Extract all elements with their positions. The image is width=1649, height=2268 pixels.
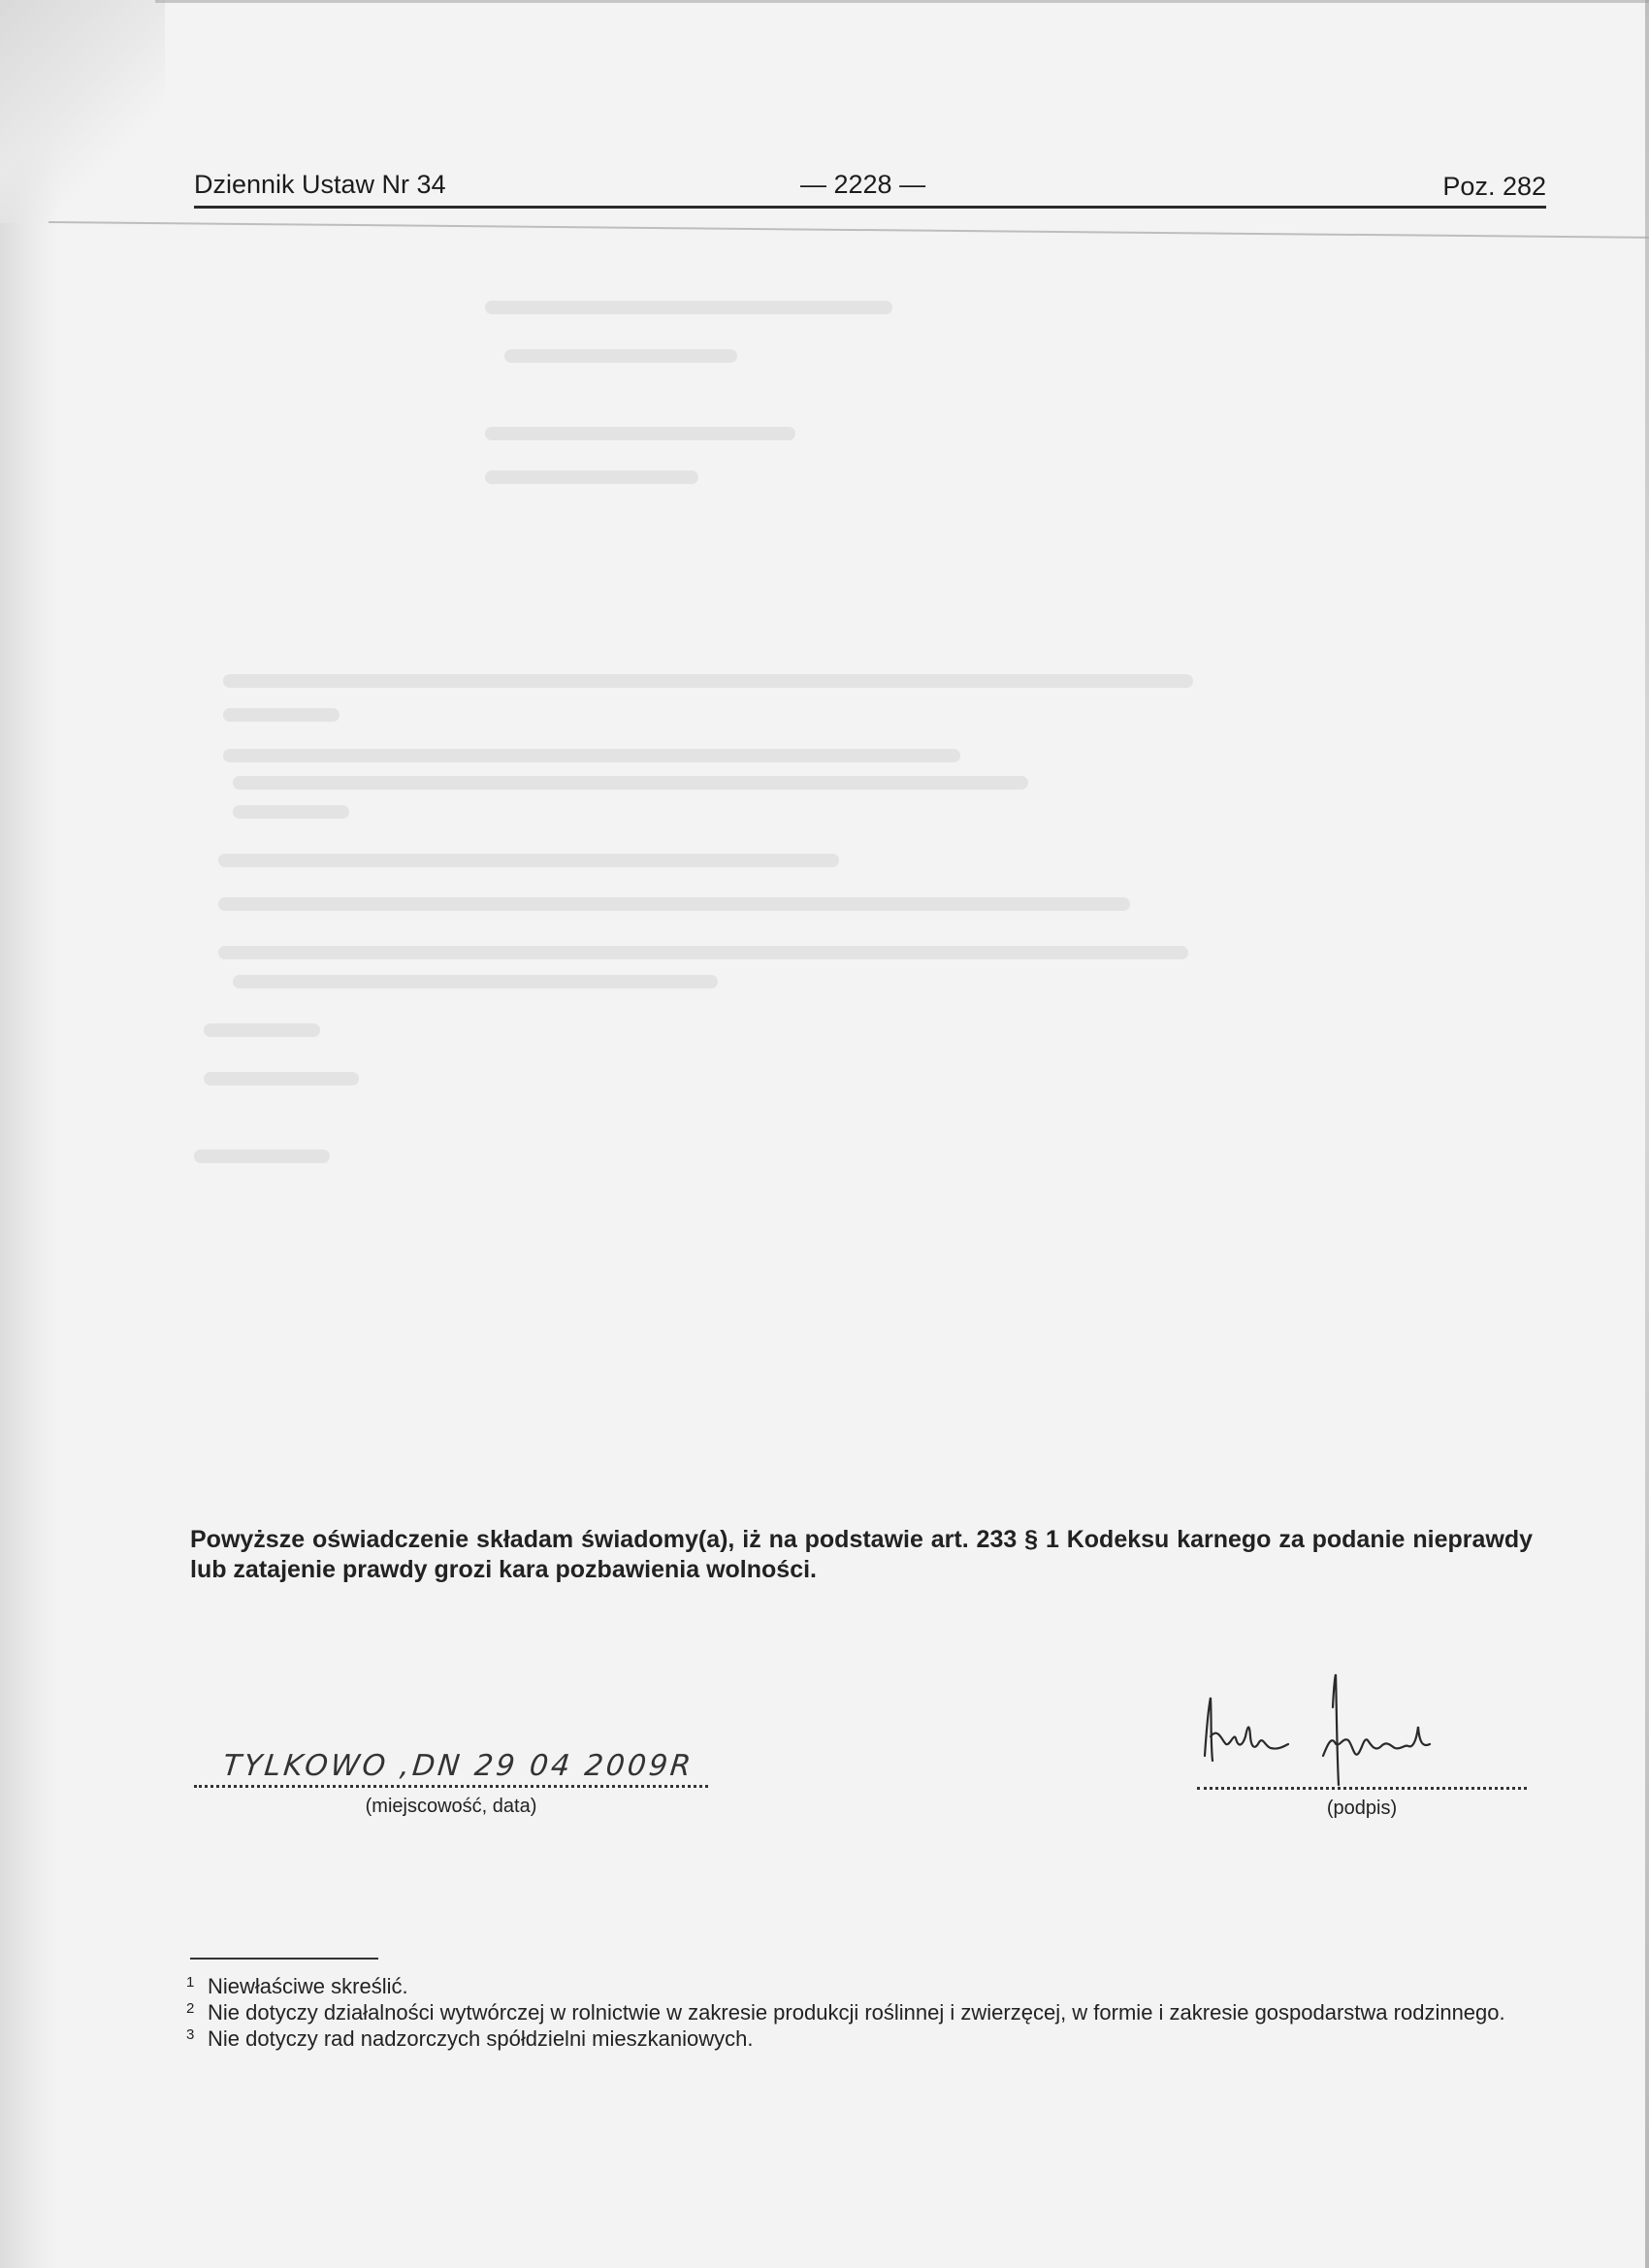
footnote-mark: 1 xyxy=(186,1974,195,1991)
signature-caption: (podpis) xyxy=(1326,1798,1398,1819)
overlapping-page-edge xyxy=(48,221,1649,239)
dotted-line xyxy=(1197,1787,1527,1790)
footnote-2 xyxy=(184,1999,1542,2025)
signature-scribble-icon xyxy=(1197,1669,1527,1787)
page-number: — 2228 — xyxy=(800,170,926,199)
handwritten-text: TYLKOWO ,DN 29 04 2009R xyxy=(221,1749,695,1783)
page-right-edge xyxy=(1645,0,1649,2268)
scan-folded-corner xyxy=(0,0,165,223)
footnote-mark: 2 xyxy=(186,2000,195,2017)
signature-block xyxy=(1197,1669,1527,1820)
page-header xyxy=(194,167,1546,209)
handwritten-signature xyxy=(1197,1669,1527,1787)
place-date-block xyxy=(194,1727,708,1818)
footnote-1 xyxy=(184,1973,1542,1999)
journal-title: Dziennik Ustaw Nr 34 xyxy=(194,170,446,199)
declaration-statement: Powyższe oświadczenie składam świadomy(a), iż na podstawie art. 233 § 1 Kodeksu karnego za podanie nieprawdy lub zatajenie prawdy grozi kara pozbawienia wolności. xyxy=(190,1526,1533,1583)
footnote-text: Nie dotyczy działalności wytwórczej w rolnictwie w zakresie produkcji roślinnej i zwierzęcej, w formie i zakresie gospodarstwa rodzinnego. xyxy=(208,2000,1505,2025)
page-top-edge xyxy=(155,0,1649,3)
place-date-caption: (miejscowość, data) xyxy=(365,1796,537,1817)
footnote-text: Niewłaściwe skreślić. xyxy=(208,1974,408,1998)
dotted-line xyxy=(194,1785,708,1788)
footnote-3 xyxy=(184,2025,1542,2052)
footnotes xyxy=(184,1973,1542,2052)
scan-shadow xyxy=(0,0,58,2268)
footnote-text: Nie dotyczy rad nadzorczych spółdzielni mieszkaniowych. xyxy=(208,2026,754,2051)
handwritten-place-date xyxy=(194,1727,708,1785)
footnote-mark: 3 xyxy=(186,2026,195,2043)
footnote-divider xyxy=(190,1958,378,1960)
position-number: Poz. 282 xyxy=(1442,172,1546,201)
